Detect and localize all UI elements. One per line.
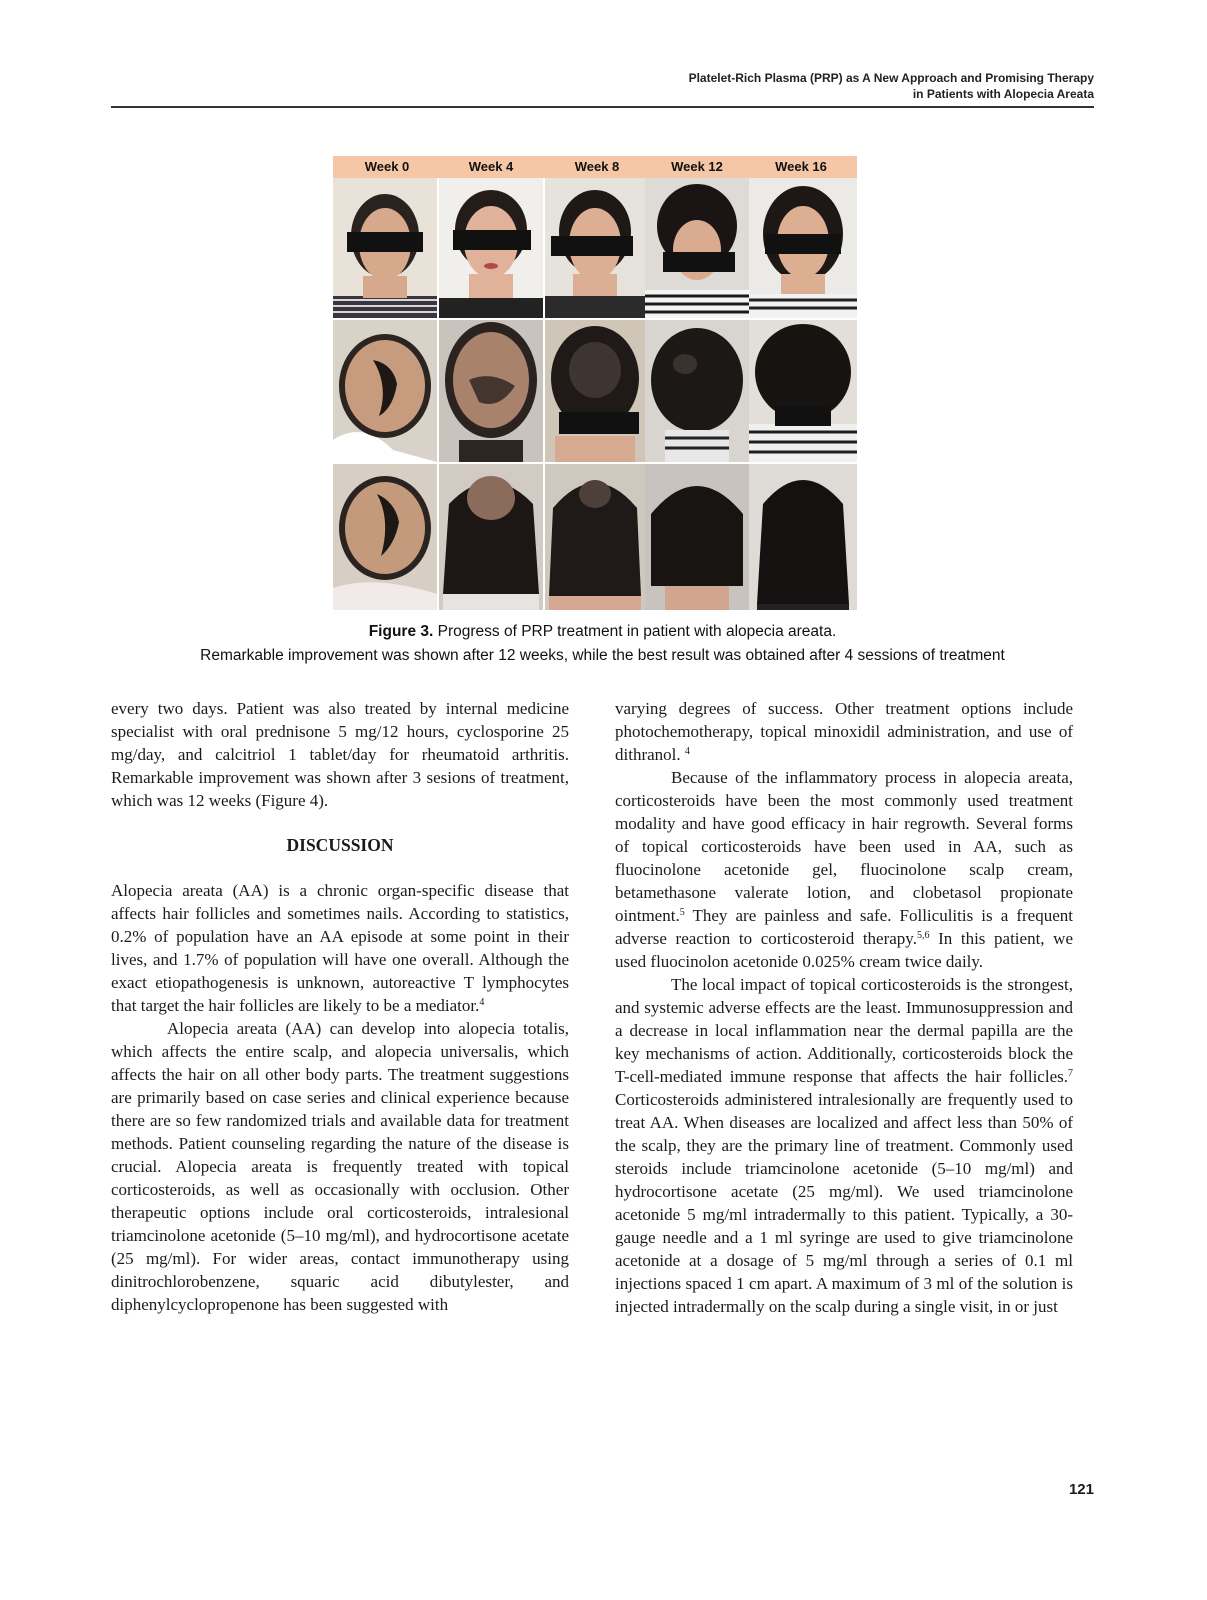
photo-week8-vertex: [545, 320, 645, 462]
caption-text: Progress of PRP treatment in patient with alopecia areata.: [433, 623, 837, 640]
reference-superscript: 4: [479, 997, 485, 1008]
right-column: [615, 697, 1073, 1318]
figure-photo-grid: [333, 178, 857, 610]
photo-week16-back: [749, 464, 857, 610]
photo-week4-back: [439, 464, 543, 610]
photo-week0-front: [333, 178, 437, 318]
figure-caption: [111, 620, 1094, 668]
photo-week0-back: [333, 464, 437, 610]
photo-week12-front: [645, 178, 749, 318]
week-label-8: Week 8: [574, 159, 620, 174]
left-column: [111, 697, 569, 1316]
photo-week4-vertex: [439, 320, 543, 462]
right-paragraph-3-text-a: The local impact of topical corticosteroids is the strongest, and systemic adverse effects are the least. Immunosuppression and a decrease in local inflammation near the dermal papilla are the key mechanisms of action. Additionally, corticosteroids block the T-cell-mediated immune response that affects the hair follicles.: [615, 975, 1073, 1086]
right-paragraph-2: [615, 766, 1073, 973]
header-rule: [111, 106, 1094, 108]
reference-superscript: 4: [684, 746, 690, 757]
figure-week-header: [333, 156, 857, 178]
right-paragraph-1-text: varying degrees of success. Other treatment options include photochemotherapy, topical minoxidil administration, and use of dithranol.: [615, 699, 1073, 764]
week-label-4: Week 4: [468, 159, 514, 174]
photo-week12-back: [645, 464, 749, 610]
page-number: 121: [1068, 1481, 1094, 1498]
right-paragraph-3: [615, 973, 1073, 1318]
right-paragraph-2-text-b: They are painless and safe. Folliculitis is a frequent adverse reaction to corticosteroid therapy.: [615, 906, 1073, 948]
left-paragraph-2: [111, 879, 569, 1017]
right-paragraph-2-text-a: Because of the inflammatory process in alopecia areata, corticosteroids have been the most commonly used treatment modality and have good efficacy in hair regrowth. Several forms of topical corticosteroids have been used in AA, such as fluocinolone acetonide gel, fluocinolone scalp cream, betamethasone valerate lotion, and clobetasol propionate ointment.: [615, 768, 1073, 925]
caption-line-1: [111, 620, 1094, 644]
photo-week8-front: [545, 178, 645, 318]
photo-week0-vertex: [333, 320, 437, 462]
left-paragraph-2-text: Alopecia areata (AA) is a chronic organ-specific disease that affects hair follicles and sometimes nails. According to statistics, 0.2% of population have an AA episode at some point in their lives, and 1.7% of population will have one overall. Although the exact etiopathogenesis is unknown, autoreactive T lymphocytes that target the hair follicles are likely to be a mediator.: [111, 881, 569, 1015]
running-head-line-1: Platelet-Rich Plasma (PRP) as A New Approach and Promising Therapy: [688, 71, 1094, 85]
left-paragraph-1: every two days. Patient was also treated by internal medicine specialist with oral prednisone 5 mg/12 hours, cyclosporine 25 mg/day, and calcitriol 1 tablet/day for rheumatoid arthritis. Remarkable improvement was shown after 3 sesions of treatment, which was 12 weeks (Figure 4).: [111, 699, 569, 810]
right-paragraph-2-text-c: In this patient, we used fluocinolon acetonide 0.025% cream twice daily.: [615, 929, 1073, 971]
reference-superscript: 7: [1068, 1068, 1073, 1079]
running-head: [689, 70, 1094, 102]
caption-label: Figure 3.: [368, 623, 434, 640]
photo-week8-back: [545, 464, 645, 610]
running-head-line-2: in Patients with Alopecia Areata: [912, 87, 1094, 101]
reference-superscript: 5: [679, 907, 685, 918]
discussion-heading: DISCUSSION: [286, 835, 394, 855]
reference-superscript: 5,6: [916, 930, 930, 941]
right-paragraph-1: [615, 697, 1073, 766]
photo-week16-front: [749, 178, 857, 318]
photo-week12-vertex: [645, 320, 749, 462]
week-label-12: Week 12: [671, 159, 723, 174]
photo-week4-front: [439, 178, 543, 318]
figure-3: [333, 156, 857, 610]
week-label-16: Week 16: [775, 159, 827, 174]
week-label-0: Week 0: [364, 159, 410, 174]
left-paragraph-3: Alopecia areata (AA) can develop into alopecia totalis, which affects the entire scalp, and alopecia universalis, which affects the hair on all other body parts. The treatment suggestions are primarily based on case series and clinical experience because there are so few randomized trials and available data for treatment methods. Patient counseling regarding the nature of the disease is crucial. Alopecia areata is frequently treated with topical corticosteroids, as well as occasionally with occlusion. Other therapeutic options include oral corticosteroids, intralesional triamcinolone acetonide (5–10 mg/ml), and hydrocortisone acetate (25 mg/ml). For wider areas, contact immunotherapy using dinitrochlorobenzene, squaric acid dibutylester, and diphenylcyclopropenone has been suggested with: [111, 1019, 569, 1314]
caption-line-2: Remarkable improvement was shown after 12 weeks, while the best result was obtained after 4 sessions of treatment: [200, 647, 1005, 664]
right-paragraph-3-text-b: Corticosteroids administered intralesionally are frequently used to treat AA. When diseases are localized and affect less than 50% of the scalp, they are the primary line of treatment. Commonly used steroids include triamcinolone acetonide (5–10 mg/ml) and hydrocortisone acetate (25 mg/ml). We used triamcinolone acetonide 5 mg/ml intradermally to this patient. Typically, a 30-gauge needle and a 1 ml syringe are used to give triamcinolone acetonide at a dosage of 5 mg/ml through a series of 0.1 ml injections spaced 1 cm apart. A maximum of 3 ml of the solution is injected intradermally on the scalp during a single visit, in or just: [615, 1090, 1073, 1316]
photo-week16-vertex: [749, 320, 857, 462]
